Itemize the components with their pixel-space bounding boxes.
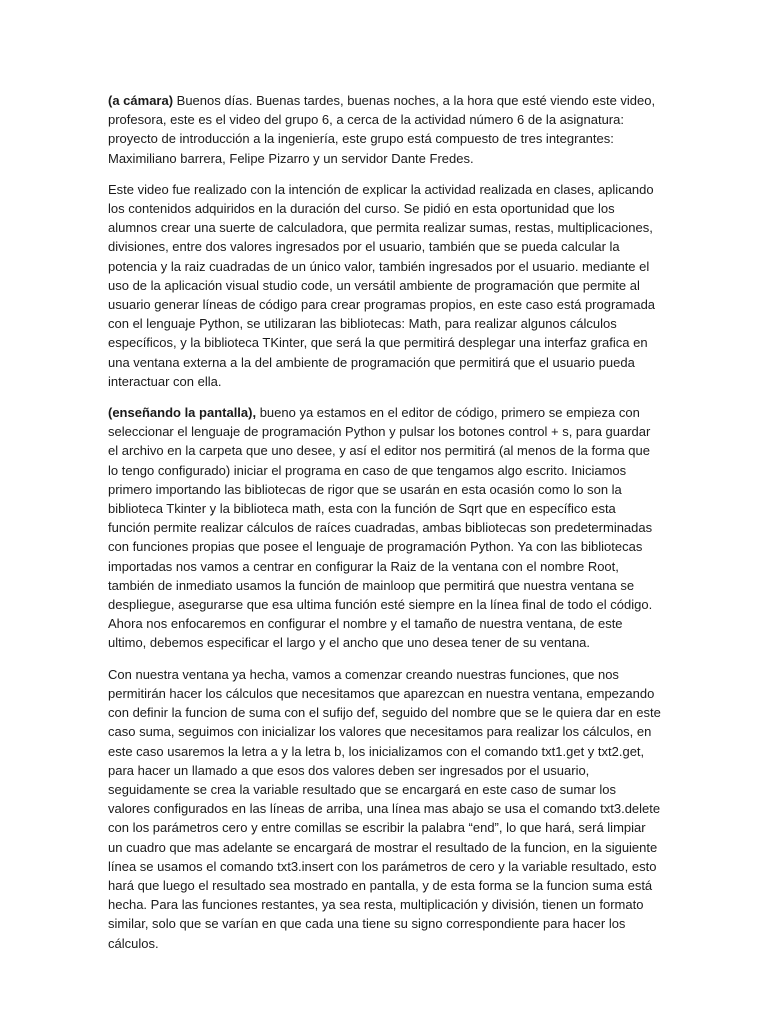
paragraph-screen-text: bueno ya estamos en el editor de código, primero se empieza con seleccionar el lenguaje de programación Python y pulsar los botones control + s, para guardar el archivo en la carpeta que uno desee, y así el editor nos permitirá (al menos de la forma que lo tengo configurado) iniciar el programa en caso de que tengamos algo escrito. Iniciamos primero importando las bibliotecas de rigor que se usarán en esta ocasión como lo son la biblioteca Tkinter y la biblioteca math, esta con la función de Sqrt que en específico esta función permite realizar cálculos de raíces cuadradas, ambas bibliotecas son predeterminadas con funciones propias que posee el lenguaje de programación Python. Ya con las bibliotecas importadas nos vamos a centrar en configurar la Raiz de la ventana con el nombre Root, también de inmediato usamos la función de mainloop que permitirá que nuestra ventana se despliegue, asegurarse que esa ultima función esté siempre en la línea final de todo el código. Ahora nos enfocaremos en configurar el nombre y el tamaño de nuestra ventana, de este ultimo, debemos especificar el largo y el ancho que uno desea tener de su ventana. bbox=[108, 405, 653, 651]
paragraph-purpose bbox=[108, 180, 661, 391]
paragraph-purpose-text: Este video fue realizado con la intención de explicar la actividad realizada en clases, aplicando los contenidos adquiridos en la duración del curso. Se pidió en esta oportunidad que los alumnos crear una suerte de calculadora, que permita realizar sumas, restas, multiplicaciones, divisiones, entre dos valores ingresados por el usuario, también que se pueda calcular la potencia y la raiz cuadradas de un único valor, también ingresados por el usuario. mediante el uso de la aplicación visual studio code, un versátil ambiente de programación que permite al usuario generar líneas de código para crear programas propios, en este caso está programada con el lenguaje Python, se utilizaran las bibliotecas: Math, para realizar algunos cálculos específicos, y la biblioteca TKinter, que será la que permitirá desplegar una interfaz grafica en una ventana externa a la del ambiente de programación que permitirá que el usuario pueda interactuar con ella. bbox=[108, 181, 656, 389]
document-body bbox=[108, 91, 661, 965]
paragraph-functions bbox=[108, 665, 661, 953]
stage-direction-screen: (enseñando la pantalla), bbox=[108, 405, 257, 421]
paragraph-functions-text: Con nuestra ventana ya hecha, vamos a comenzar creando nuestras funciones, que nos permitirán hacer los cálculos que necesitamos que aparezcan en nuestra ventana, empezando con definir la funcion de suma con el sufijo def, seguido del nombre que se le quiera dar en este caso suma, seguimos con inicializar los valores que necesitamos para realizar los cálculos, en este caso usaremos la letra a y la letra b, los inicializamos con el comando txt1.get y txt2.get, para hacer un llamado a que esos dos valores deben ser ingresados por el usuario, seguidamente se crea la variable resultado que se encargará en este caso de sumar los valores configurados en las líneas de arriba, una línea mas abajo se usa el comando txt3.delete con los parámetros cero y entre comillas se escribir la palabra “end”, lo que hará, será limpiar un cuadro que mas adelante se encargará de mostrar el resultado de la funcion, en la siguiente línea se usamos el comando txt3.insert con los parámetros de cero y la variable resultado, esto hará que luego el resultado sea mostrado en pantalla, y de esta forma se la funcion suma está hecha. Para las funciones restantes, ya sea resta, multiplicación y división, tienen un formato similar, solo que se varían en que cada una tiene su signo correspondiente para hacer los cálculos. bbox=[108, 666, 661, 951]
paragraph-screen bbox=[108, 403, 661, 653]
paragraph-intro bbox=[108, 91, 661, 168]
paragraph-intro-text: Buenos días. Buenas tardes, buenas noches, a la hora que esté viendo este video, profesora, este es el video del grupo 6, a cerca de la actividad número 6 de la asignatura: proyecto de introducción a la ingeniería, este grupo está compuesto de tres integrantes: Maximiliano barrera, Felipe Pizarro y un servidor Dante Fredes. bbox=[108, 93, 656, 166]
stage-direction-camera: (a cámara) bbox=[108, 93, 174, 108]
